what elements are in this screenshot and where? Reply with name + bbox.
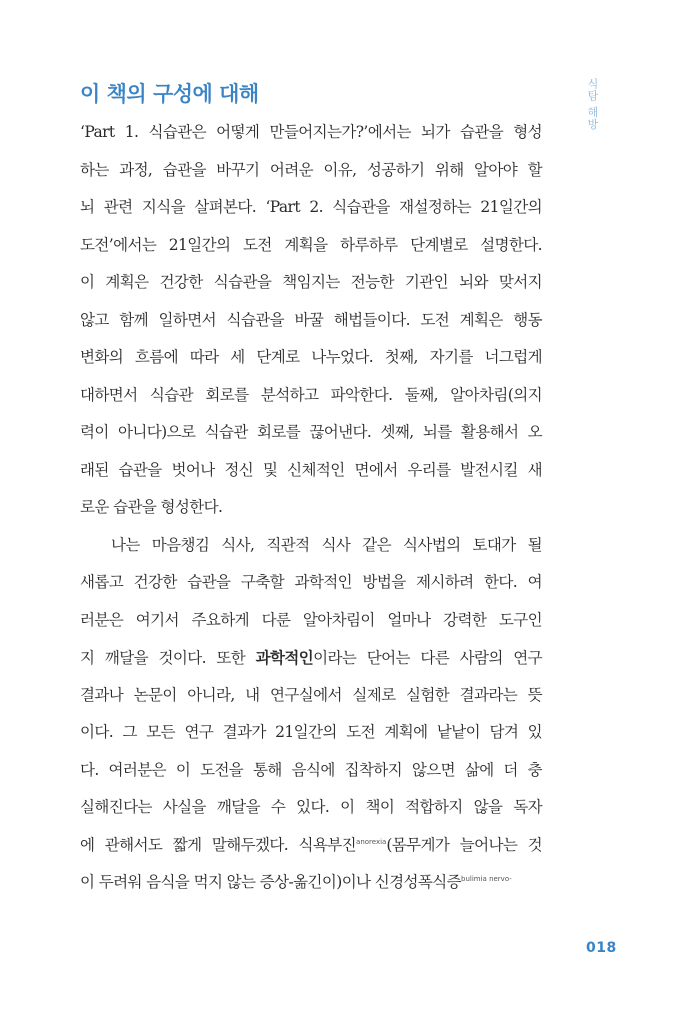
text-fragment: 지 깨달을 것이다. 또한	[80, 649, 256, 667]
gloss-superscript: anorexia	[356, 837, 387, 846]
text-line: 력이 아니다)으로 식습관 회로를 끊어낸다. 셋째, 뇌를 활용해서 오	[80, 423, 542, 441]
emphasized-term: 과학적인	[255, 648, 314, 667]
text-line: ‘Part 1. 식습관은 어떻게 만들어지는가?’에서는 뇌가 습관을 형성	[80, 123, 542, 141]
page-number: 018	[586, 940, 617, 956]
text-fragment: 이라는 단어는 다른 사람의 연구	[313, 649, 542, 667]
text-line: 하는 과정, 습관을 바꾸기 어려운 이유, 성공하기 위해 알아야 할	[80, 160, 542, 179]
text-line: 대하면서 식습관 회로를 분석하고 파악한다. 둘째, 알아차림(의지	[80, 385, 542, 404]
text-line	[80, 827, 542, 865]
text-line: 래된 습관을 벗어나 정신 및 신체적인 면에서 우리를 발전시킬 새	[80, 460, 542, 479]
text-line	[80, 864, 542, 902]
gloss-superscript: bulimia nervo-	[461, 875, 512, 883]
text-line: 실해진다는 사실을 깨달을 수 있다. 이 책이 적합하지 않을 독자	[80, 798, 542, 816]
text-line: 않고 함께 일하면서 식습관을 바꿀 해법들이다. 도전 계획은 행동	[80, 310, 542, 329]
text-line: 도전’에서는 21일간의 도전 계획을 하루하루 단계별로 설명한다.	[80, 235, 542, 254]
text-fragment: 에 관해서도 짧게 말해두겠다. 식욕부진	[80, 835, 357, 854]
text-line	[80, 639, 542, 677]
text-line: 나는 마음챙김 식사, 직관적 식사 같은 식사법의 토대가 될	[111, 535, 542, 554]
text-line: 변화의 흐름에 따라 세 단계로 나누었다. 첫째, 자기를 너그럽게	[80, 348, 542, 366]
text-line: 새롭고 건강한 습관을 구축할 과학적인 방법을 제시하려 한다. 여	[80, 573, 542, 591]
text-line: 다. 여러분은 이 도전을 통해 음식에 집착하지 않으면 삶에 더 충	[80, 760, 542, 779]
text-line: 로운 습관을 형성한다.	[80, 498, 223, 516]
section-heading: 이 책의 구성에 대해	[80, 82, 259, 106]
text-line: 이다. 그 모든 연구 결과가 21일간의 도전 계획에 낱낱이 담겨 있	[80, 723, 542, 741]
text-fragment: 이 두려워 음식을 먹지 않는 증상-옮긴이)이나 신경성폭식증	[80, 873, 462, 891]
text-line: 러분은 여기서 주요하게 다룬 알아차림이 얼마나 강력한 도구인	[80, 610, 542, 629]
text-fragment: (몸무게가 늘어나는 것	[386, 835, 542, 854]
body-text	[80, 114, 542, 902]
text-line: 결과나 논문이 아니라, 내 연구실에서 실제로 실험한 결과라는 뜻	[80, 685, 542, 704]
text-line: 뇌 관련 지식을 살펴본다. ‘Part 2. 식습관을 재설정하는 21일간의	[80, 198, 542, 216]
running-header-book-title: 식탐 해방	[586, 78, 599, 131]
text-line: 이 계획은 건강한 식습관을 책임지는 전능한 기관인 뇌와 맞서지	[80, 273, 542, 291]
